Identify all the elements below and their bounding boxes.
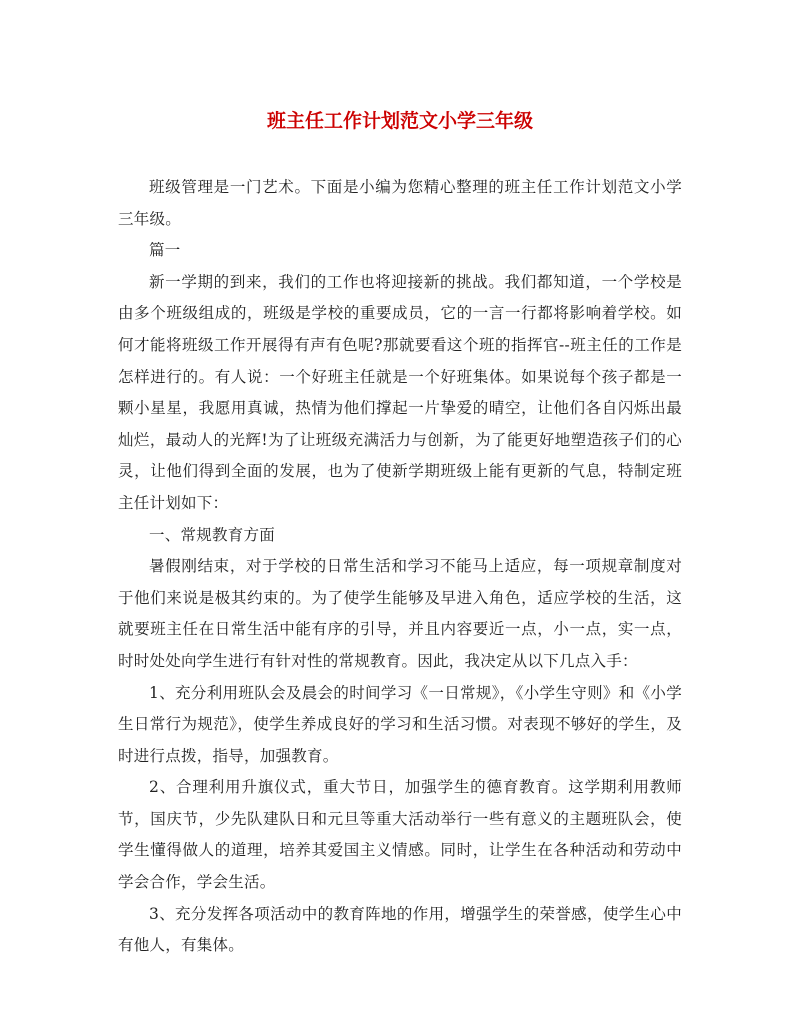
section-heading-routine-education: 一、常规教育方面 [149, 525, 276, 544]
list-item-3: 3、充分发挥各项活动中的教育阵地的作用，增强学生的荣誉感，使学生心中有他人，有集体。 [118, 904, 682, 955]
page-title: 班主任工作计划范文小学三年级 [266, 110, 533, 132]
body-paragraph: 暑假刚结束，对于学校的日常生活和学习不能马上适应，每一项规章制度对于他们来说是极其约束的。为了使学生能够及早进入角色，适应学校的生活，这就要班主任在日常生活中能有序的引导，并且内容要近一点，小一点，实一点，时时处处向学生进行有针对性的常规教育。因此，我决定从以下几点入手： [118, 557, 682, 670]
section-label-part-one: 篇一 [149, 241, 181, 260]
list-item-1: 1、充分利用班队会及晨会的时间学习《一日常规》，《小学生守则》和《小学生日常行为规范》，使学生养成良好的学习和生活习惯。对表现不够好的学生，及时进行点拨，指导，加强教育。 [118, 683, 682, 765]
intro-paragraph: 班级管理是一门艺术。下面是小编为您精心整理的班主任工作计划范文小学三年级。 [118, 178, 682, 228]
body-paragraph: 新一学期的到来，我们的工作也将迎接新的挑战。我们都知道，一个学校是由多个班级组成的，班级是学校的重要成员，它的一言一行都将影响着学校。如何才能将班级工作开展得有声有色呢?那就要看这个班的指挥官--班主任的工作是怎样进行的。有人说：一个好班主任就是一个好班集体。如果说每个孩子都是一颗小星星，我愿用真诚，热情为他们撑起一片挚爱的晴空，让他们各自闪烁出最灿烂，最动人的光辉!为了让班级充满活力与创新，为了能更好地塑造孩子们的心灵，让他们得到全面的发展，也为了使新学期班级上能有更新的气息，特制定班主任计划如下： [118, 272, 682, 512]
list-item-2: 2、合理利用升旗仪式，重大节日，加强学生的德育教育。这学期利用教师节，国庆节，少先队建队日和元旦等重大活动举行一些有意义的主题班队会，使学生懂得做人的道理，培养其爱国主义情感。同时，让学生在各种活动和劳动中学会合作，学会生活。 [118, 778, 682, 892]
document-body [118, 172, 682, 962]
